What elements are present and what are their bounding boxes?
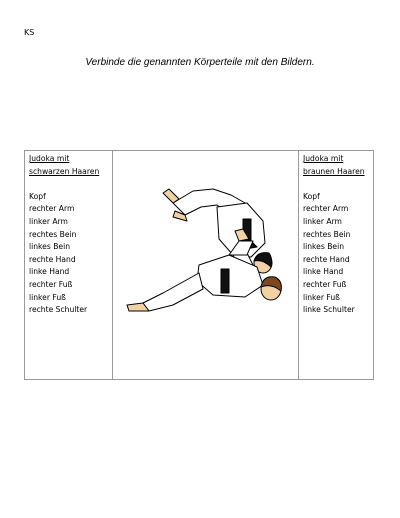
instruction-text: Verbinde die genannten Körperteile mit den Bildern. [85,57,315,68]
left-column [25,151,113,379]
right-part-item: rechte Hand [303,254,350,264]
right-part-item: rechtes Bein [303,229,351,239]
right-part-item: linker Arm [303,216,342,226]
left-heading-line1: Judoka mit [29,154,70,163]
right-body-part-list [303,191,374,317]
right-column [299,151,374,379]
right-part-item: linker Fuß [303,292,340,302]
matching-table [24,150,374,380]
left-body-part-list [29,191,112,317]
left-heading-line2: schwarzen Haaren [29,166,100,176]
left-part-item: linker Fuß [29,292,66,302]
right-part-item: rechter Arm [303,204,349,214]
left-part-item: rechter Arm [29,204,75,214]
right-part-item: linke Schulter [303,305,355,315]
right-part-item: Kopf [303,191,320,201]
lower-judoka-leg [143,273,203,311]
left-part-item: linker Arm [29,216,68,226]
right-part-item: linke Hand [303,267,344,277]
left-part-item: rechtes Bein [29,229,77,239]
upper-judoka-foot [163,189,179,203]
left-part-item: rechter Fuß [29,279,73,289]
judo-illustration [113,181,299,321]
lower-judoka-belt [221,269,229,293]
left-part-item: linkes Bein [29,242,71,252]
picture-column [113,151,299,379]
right-heading-line2: braunen Haaren [303,166,365,176]
left-part-item: linke Hand [29,267,70,277]
left-part-item: Kopf [29,191,46,201]
right-part-item: rechter Fuß [303,279,347,289]
worksheet-code: KS [24,28,35,37]
left-part-item: rechte Schulter [29,305,88,315]
lower-judoka-torso [197,255,263,297]
right-part-item: linkes Bein [303,242,345,252]
right-heading-line1: Judoka mit [303,154,344,163]
left-part-item: rechte Hand [29,254,76,264]
